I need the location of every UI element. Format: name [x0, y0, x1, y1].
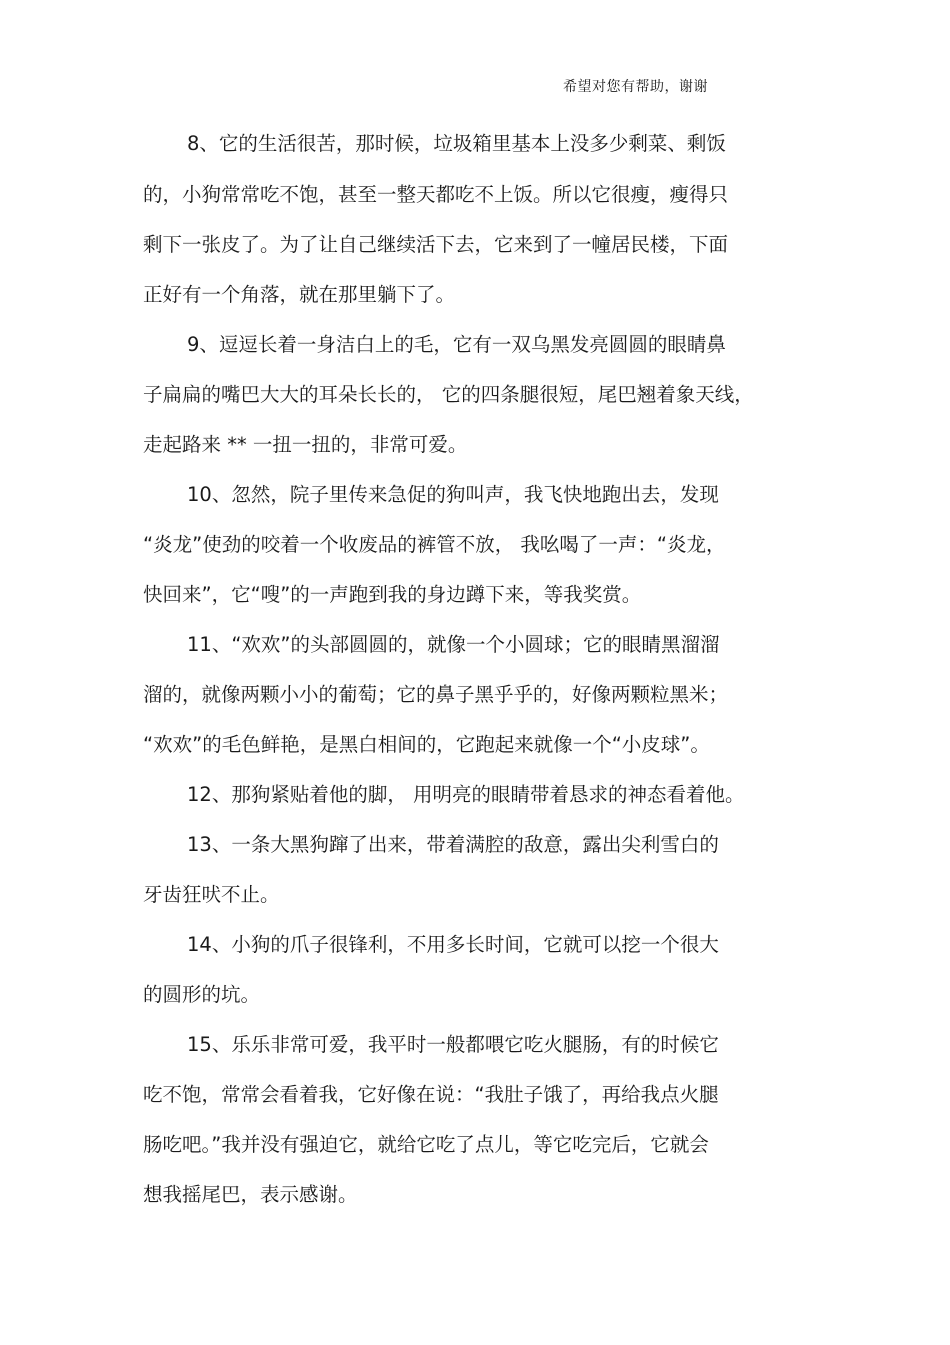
- paragraph-10-line-1: 10、忽然，院子里传来急促的狗叫声，我飞快地跑出去，发现: [187, 483, 719, 506]
- paragraph-13-line-2: 牙齿狂吠不止。: [143, 883, 280, 906]
- paragraph-11-line-1: 11、“欢欢”的头部圆圆的，就像一个小圆球；它的眼睛黑溜溜: [187, 633, 720, 656]
- paragraph-15-line-4: 想我摇尾巴，表示感谢。: [143, 1183, 358, 1206]
- paragraph-13-line-1: 13、一条大黑狗蹿了出来，带着满腔的敌意，露出尖利雪白的: [187, 833, 719, 856]
- paragraph-15-line-3: 肠吃吧。”我并没有强迫它，就给它吃了点儿，等它吃完后，它就会: [143, 1133, 709, 1156]
- paragraph-15-line-1: 15、乐乐非常可爱，我平时一般都喂它吃火腿肠，有的时候它: [187, 1033, 719, 1056]
- paragraph-8-line-3: 剩下一张皮了。为了让自己继续活下去，它来到了一幢居民楼，下面: [143, 233, 729, 256]
- paragraph-14-line-2: 的圆形的坑。: [143, 983, 261, 1006]
- paragraph-10-line-2: “炎龙”使劲的咬着一个收废品的裤管不放， 我吆喝了一声：“炎龙，: [143, 533, 726, 556]
- paragraph-11-line-2: 溜的，就像两颗小小的葡萄；它的鼻子黑乎乎的，好像两颗粒黑米；: [143, 683, 729, 706]
- paragraph-9-line-3: 走起路来 ** 一扭一扭的，非常可爱。: [143, 433, 468, 456]
- paragraph-15-line-2: 吃不饱，常常会看着我，它好像在说：“我肚子饿了，再给我点火腿: [143, 1083, 719, 1106]
- page-header-note: 希望对您有帮助，谢谢: [563, 79, 708, 95]
- paragraph-8-line-1: 8、它的生活很苦，那时候，垃圾箱里基本上没多少剩菜、剩饭: [187, 132, 726, 155]
- paragraph-8-line-4: 正好有一个角落，就在那里躺下了。: [143, 283, 456, 306]
- paragraph-10-line-3: 快回来”，它“嗖”的一声跑到我的身边蹲下来，等我奖赏。: [143, 583, 642, 606]
- paragraph-11-line-3: “欢欢”的毛色鲜艳，是黑白相间的，它跑起来就像一个“小皮球”。: [143, 733, 710, 756]
- paragraph-9-line-2: 子扁扁的嘴巴大大的耳朵长长的， 它的四条腿很短，尾巴翘着象天线，: [143, 383, 754, 406]
- paragraph-12-line-1: 12、那狗紧贴着他的脚， 用明亮的眼睛带着恳求的神态看着他。: [187, 783, 745, 806]
- paragraph-9-line-1: 9、逗逗长着一身洁白上的毛，它有一双乌黑发亮圆圆的眼睛鼻: [187, 333, 726, 356]
- paragraph-8-line-2: 的，小狗常常吃不饱，甚至一整天都吃不上饭。所以它很瘦，瘦得只: [143, 183, 729, 206]
- paragraph-14-line-1: 14、小狗的爪子很锋利，不用多长时间，它就可以挖一个很大: [187, 933, 719, 956]
